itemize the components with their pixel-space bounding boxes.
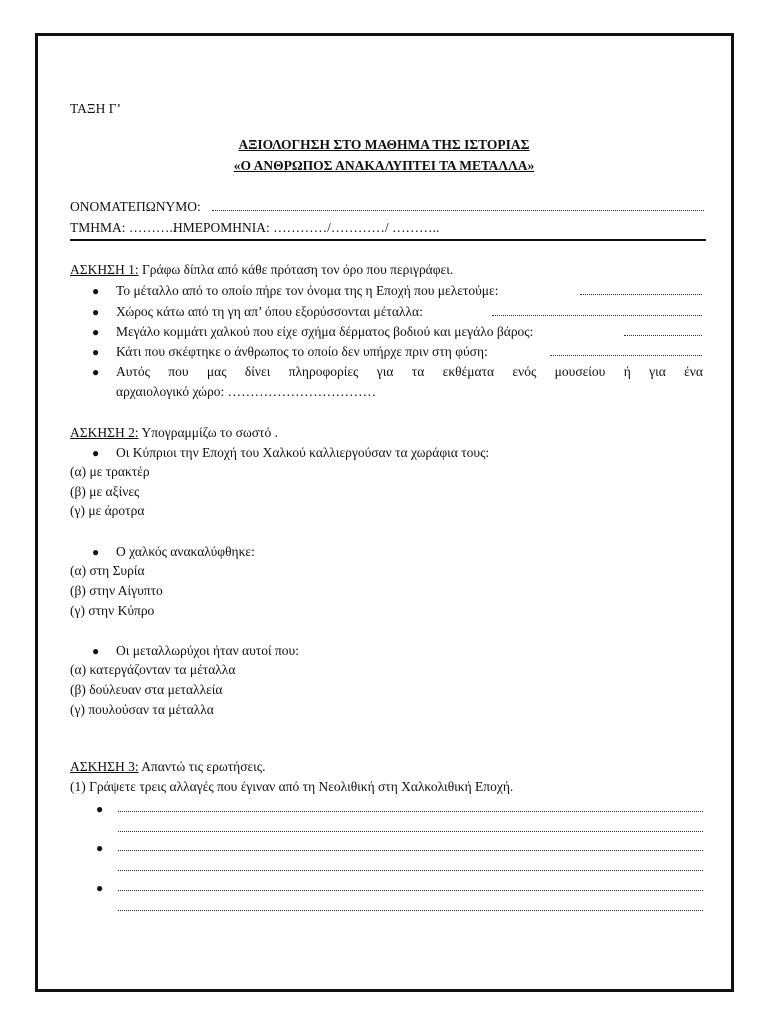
ex3-answer-line[interactable]: [118, 811, 703, 812]
ex2-q1-option-c[interactable]: (γ) με άροτρα: [70, 503, 145, 518]
ex1-item-1: Το μέταλλο από το οποίο πήρε τον όνομα της η Εποχή που μελετούμε:: [116, 283, 499, 298]
ex1-item-4: Κάτι που σκέφτηκε ο άνθρωπος το οποίο δεν υπήρχε πριν στη φύση:: [116, 344, 488, 359]
ex2-q2-option-c[interactable]: (γ) στην Κύπρο: [70, 603, 155, 618]
bullet-icon: ●: [92, 644, 100, 658]
header-rule: [70, 239, 706, 241]
exercise3-label: ΑΣΚΗΣΗ 3:: [70, 759, 139, 774]
ex2-q1-option-a[interactable]: (α) με τρακτέρ: [70, 464, 150, 479]
bullet-icon: ●: [92, 325, 100, 339]
exercise1-heading: [70, 262, 453, 278]
title-line-2: «Ο ΑΝΘΡΩΠΟΣ ΑΝΑΚΑΛΥΠΤΕΙ ΤΑ ΜΕΤΑΛΛΑ»: [233, 158, 535, 173]
bullet-icon: ●: [92, 284, 100, 298]
ex1-fill-3[interactable]: [624, 335, 702, 336]
ex1-item-5-line-1: Αυτός που μας δίνει πληροφορίες για τα εκθέματα ενός μουσείου ή για ένα: [116, 364, 703, 379]
ex3-question-1: (1) Γράψετε τρεις αλλαγές που έγιναν από τη Νεολιθική στη Χαλκολιθική Εποχή.: [70, 779, 514, 794]
bullet-icon: ●: [96, 881, 104, 895]
bullet-icon: ●: [92, 305, 100, 319]
bullet-icon: ●: [96, 802, 104, 816]
bullet-icon: ●: [92, 545, 100, 559]
exercise2-instruction: Υπογραμμίζω το σωστό .: [138, 425, 278, 440]
name-label: ΟΝΟΜΑΤΕΠΩΝΥΜΟ:: [70, 199, 201, 214]
ex3-answer-line[interactable]: [118, 850, 703, 851]
ex3-answer-line[interactable]: [118, 831, 703, 832]
class-field-label: ΤΜΗΜΑ: ………..: [70, 220, 177, 235]
bullet-icon: ●: [92, 446, 100, 460]
ex2-q3-prompt: Οι μεταλλωρύχοι ήταν αυτοί που:: [116, 643, 299, 658]
ex1-fill-2[interactable]: [492, 315, 702, 316]
exercise1-label: ΑΣΚΗΣΗ 1:: [70, 262, 139, 277]
ex1-item-3: Μεγάλο κομμάτι χαλκού που είχε σχήμα δέρματος βοδιού και μεγάλο βάρος:: [116, 324, 534, 339]
ex3-answer-line[interactable]: [118, 870, 703, 871]
ex2-q2-option-b[interactable]: (β) στην Αίγυπτο: [70, 583, 163, 598]
bullet-icon: ●: [92, 365, 100, 379]
exercise3-instruction: Απαντώ τις ερωτήσεις.: [138, 759, 266, 774]
ex2-q2-option-a[interactable]: (α) στη Συρία: [70, 563, 145, 578]
date-label: ΗΜΕΡΟΜΗΝΙΑ: …………/…………/ ………..: [173, 220, 440, 235]
ex3-answer-line[interactable]: [118, 890, 703, 891]
exercise1-instruction: Γράφω δίπλα από κάθε πρόταση τον όρο που περιγράφει.: [138, 262, 454, 277]
bullet-icon: ●: [96, 841, 104, 855]
ex2-q3-option-b[interactable]: (β) δούλευαν στα μεταλλεία: [70, 682, 223, 697]
ex1-fill-4[interactable]: [550, 355, 702, 356]
ex2-q1-prompt: Οι Κύπριοι την Εποχή του Χαλκού καλλιεργούσαν τα χωράφια τους:: [116, 445, 490, 460]
ex1-item-2: Χώρος κάτω από τη γη απ’ όπου εξορύσσονται μέταλλα:: [116, 304, 423, 319]
ex1-fill-1[interactable]: [580, 294, 702, 295]
ex3-answer-line[interactable]: [118, 910, 703, 911]
ex2-q2-prompt: Ο χαλκός ανακαλύφθηκε:: [116, 544, 255, 559]
ex2-q1-option-b[interactable]: (β) με αξίνες: [70, 484, 140, 499]
exercise2-heading: [70, 425, 278, 441]
ex2-q3-option-c[interactable]: (γ) πουλούσαν τα μέταλλα: [70, 702, 214, 717]
name-fill-line[interactable]: [212, 210, 704, 211]
exercise3-heading: [70, 759, 266, 775]
bullet-icon: ●: [92, 345, 100, 359]
ex1-item-5-line-2: αρχαιολογικό χώρο: ……………………………: [116, 384, 377, 399]
class-label: ΤΑΞΗ Γ’: [70, 101, 122, 116]
exercise2-label: ΑΣΚΗΣΗ 2:: [70, 425, 139, 440]
ex2-q3-option-a[interactable]: (α) κατεργάζονταν τα μέταλλα: [70, 662, 236, 677]
title-line-1: ΑΞΙΟΛΟΓΗΣΗ ΣΤΟ ΜΑΘΗΜΑ ΤΗΣ ΙΣΤΟΡΙΑΣ: [238, 137, 530, 152]
